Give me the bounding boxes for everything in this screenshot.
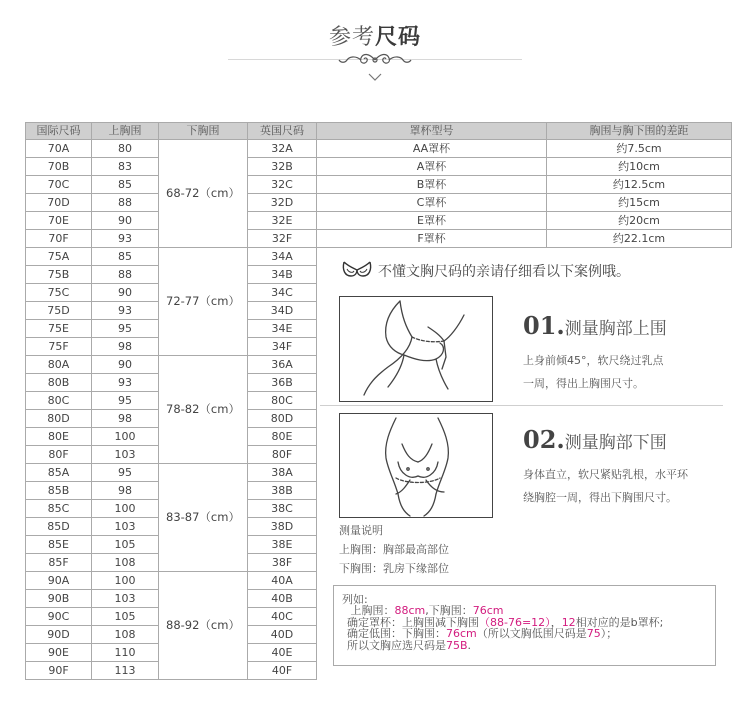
uk-size-cell: 80D <box>248 410 317 428</box>
upper-bust-cell: 95 <box>92 464 159 482</box>
cup-type-cell: B罩杯 <box>317 176 547 194</box>
intl-size-cell: 70E <box>26 212 92 230</box>
upper-bust-cell: 93 <box>92 302 159 320</box>
upper-bust-cell: 103 <box>92 446 159 464</box>
intl-size-cell: 85B <box>26 482 92 500</box>
uk-size-cell: 34D <box>248 302 317 320</box>
uk-size-cell: 38F <box>248 554 317 572</box>
step1-number: 01. <box>523 311 565 340</box>
upper-bust-cell: 83 <box>92 158 159 176</box>
ex-text: ）； <box>600 627 618 640</box>
upper-bust-cell: 80 <box>92 140 159 158</box>
ex-text: 所以文胸应选尺码是 <box>347 638 446 652</box>
upper-bust-cell: 108 <box>92 626 159 644</box>
step2-title <box>523 425 667 454</box>
upper-bust-figure <box>340 297 492 401</box>
guide-intro: 不懂文胸尺码的亲请仔细看以下案例哦。 <box>378 264 630 280</box>
uk-size-cell: 32E <box>248 212 317 230</box>
difference-cell: 约15cm <box>547 194 732 212</box>
upper-bust-cell: 113 <box>92 662 159 680</box>
uk-size-cell: 40A <box>248 572 317 590</box>
upper-bust-cell: 100 <box>92 572 159 590</box>
bra-icon <box>341 258 373 280</box>
under-bust-cell: 78-82（cm） <box>159 356 248 464</box>
upper-bust-illustration <box>339 296 493 402</box>
uk-size-cell: 34C <box>248 284 317 302</box>
upper-bust-cell: 95 <box>92 320 159 338</box>
uk-size-cell: 34A <box>248 248 317 266</box>
step1-desc-line: 上身前倾45°，软尺绕过乳点 <box>523 354 664 367</box>
upper-bust-cell: 108 <box>92 554 159 572</box>
header-upper-bust: 上胸围 <box>92 123 159 140</box>
example-line-4 <box>347 640 663 652</box>
table-header-row <box>26 123 732 140</box>
step2-number: 02. <box>523 425 565 454</box>
under-bust-cell: 68-72（cm） <box>159 140 248 248</box>
intl-size-cell: 70D <box>26 194 92 212</box>
uk-size-cell: 32C <box>248 176 317 194</box>
uk-size-cell: 38D <box>248 518 317 536</box>
intl-size-cell: 75C <box>26 284 92 302</box>
intl-size-cell: 85A <box>26 464 92 482</box>
table-row <box>26 140 732 158</box>
table-row <box>26 212 732 230</box>
intl-size-cell: 85E <box>26 536 92 554</box>
cup-type-cell: C罩杯 <box>317 194 547 212</box>
upper-bust-cell: 100 <box>92 500 159 518</box>
under-bust-cell: 72-77（cm） <box>159 248 248 356</box>
intl-size-cell: 85C <box>26 500 92 518</box>
step1-description <box>523 349 664 395</box>
difference-cell: 约20cm <box>547 212 732 230</box>
uk-size-cell: 34E <box>248 320 317 338</box>
title-bold: 尺码 <box>375 25 422 50</box>
intl-size-cell: 80A <box>26 356 92 374</box>
upper-bust-cell: 103 <box>92 590 159 608</box>
step2-desc-line: 绕胸腔一周，得出下胸围尺寸。 <box>523 491 677 504</box>
difference-cell: 约12.5cm <box>547 176 732 194</box>
intl-size-cell: 75E <box>26 320 92 338</box>
uk-size-cell: 38B <box>248 482 317 500</box>
uk-size-cell: 34F <box>248 338 317 356</box>
upper-bust-cell: 93 <box>92 230 159 248</box>
intl-size-cell: 75A <box>26 248 92 266</box>
uk-size-cell: 80C <box>248 392 317 410</box>
upper-bust-cell: 98 <box>92 338 159 356</box>
example-lines <box>347 605 663 651</box>
intl-size-cell: 75B <box>26 266 92 284</box>
step2-title-text: 测量胸部下围 <box>564 433 667 453</box>
upper-bust-cell: 100 <box>92 428 159 446</box>
notes-title: 测量说明 <box>339 524 383 537</box>
ex-text: （所以文胸低围尺码是 <box>476 627 587 640</box>
intl-size-cell: 85D <box>26 518 92 536</box>
upper-bust-cell: 93 <box>92 374 159 392</box>
upper-bust-cell: 98 <box>92 410 159 428</box>
uk-size-cell: 32D <box>248 194 317 212</box>
intl-size-cell: 70A <box>26 140 92 158</box>
notes-under: 下胸围：乳房下缘部位 <box>339 562 449 575</box>
upper-bust-cell: 105 <box>92 536 159 554</box>
uk-size-cell: 32A <box>248 140 317 158</box>
uk-size-cell: 40C <box>248 608 317 626</box>
table-row <box>26 158 732 176</box>
uk-size-cell: 40B <box>248 590 317 608</box>
step1-desc-line: 一周，得出上胸围尺寸。 <box>523 377 644 390</box>
step-divider <box>320 405 723 406</box>
difference-cell: 约10cm <box>547 158 732 176</box>
scroll-ornament-icon <box>335 51 415 69</box>
uk-size-cell: 36A <box>248 356 317 374</box>
cup-type-cell: AA罩杯 <box>317 140 547 158</box>
intl-size-cell: 90F <box>26 662 92 680</box>
page-title <box>0 20 750 51</box>
ex-value: 88cm <box>394 604 426 617</box>
under-bust-illustration <box>339 413 493 518</box>
header-cup-type: 罩杯型号 <box>317 123 547 140</box>
intl-size-cell: 80E <box>26 428 92 446</box>
ex-value: 12 <box>561 615 576 629</box>
notes-upper: 上胸围：胸部最高部位 <box>339 543 449 556</box>
uk-size-cell: 80F <box>248 446 317 464</box>
intl-size-cell: 80D <box>26 410 92 428</box>
chevron-down-icon <box>367 72 383 82</box>
intl-size-cell: 70C <box>26 176 92 194</box>
intl-size-cell: 80B <box>26 374 92 392</box>
ex-text: . <box>467 638 472 652</box>
upper-bust-cell: 90 <box>92 284 159 302</box>
header-uk-size: 英国尺码 <box>248 123 317 140</box>
ex-text: ， <box>550 615 562 629</box>
ex-text: 确定低围：下胸围： <box>347 627 446 640</box>
uk-size-cell: 32B <box>248 158 317 176</box>
measurement-notes <box>339 521 449 578</box>
header-under-bust: 下胸围 <box>159 123 248 140</box>
intl-size-cell: 90D <box>26 626 92 644</box>
intl-size-cell: 90E <box>26 644 92 662</box>
under-bust-cell: 83-87（cm） <box>159 464 248 572</box>
upper-bust-cell: 85 <box>92 248 159 266</box>
upper-bust-cell: 90 <box>92 212 159 230</box>
ex-value: 76cm <box>446 627 477 640</box>
step1-title-text: 测量胸部上围 <box>564 319 667 339</box>
upper-bust-cell: 105 <box>92 608 159 626</box>
cup-type-cell: F罩杯 <box>317 230 547 248</box>
intl-size-cell: 90A <box>26 572 92 590</box>
uk-size-cell: 80E <box>248 428 317 446</box>
uk-size-cell: 38E <box>248 536 317 554</box>
uk-size-cell: 32F <box>248 230 317 248</box>
uk-size-cell: 38A <box>248 464 317 482</box>
ex-text: 确定罩杯：上胸围减下胸围 <box>347 615 479 629</box>
ex-value: 75B <box>446 638 468 652</box>
upper-bust-cell: 103 <box>92 518 159 536</box>
difference-cell: 约22.1cm <box>547 230 732 248</box>
upper-bust-cell: 90 <box>92 356 159 374</box>
header-difference: 胸围与胸下围的差距 <box>547 123 732 140</box>
intl-size-cell: 75F <box>26 338 92 356</box>
ex-text: 上胸围： <box>350 604 395 617</box>
table-row <box>26 176 732 194</box>
upper-bust-cell: 85 <box>92 176 159 194</box>
upper-bust-cell: 88 <box>92 194 159 212</box>
intl-size-cell: 90B <box>26 590 92 608</box>
table-row <box>26 194 732 212</box>
cup-type-cell: A罩杯 <box>317 158 547 176</box>
under-bust-cell: 88-92（cm） <box>159 572 248 680</box>
intl-size-cell: 70B <box>26 158 92 176</box>
step2-description <box>523 463 688 509</box>
intl-size-cell: 80F <box>26 446 92 464</box>
ex-text: 相对应的是b罩杯; <box>575 615 664 629</box>
difference-cell: 约7.5cm <box>547 140 732 158</box>
upper-bust-cell: 110 <box>92 644 159 662</box>
cup-type-cell: E罩杯 <box>317 212 547 230</box>
under-bust-figure <box>340 414 492 517</box>
uk-size-cell: 40F <box>248 662 317 680</box>
uk-size-cell: 38C <box>248 500 317 518</box>
uk-size-cell: 40E <box>248 644 317 662</box>
intl-size-cell: 80C <box>26 392 92 410</box>
intl-size-cell: 90C <box>26 608 92 626</box>
header-intl-size: 国际尺码 <box>26 123 92 140</box>
intl-size-cell: 75D <box>26 302 92 320</box>
ex-value: 75 <box>586 627 601 640</box>
uk-size-cell: 34B <box>248 266 317 284</box>
example-label: 列如: <box>342 593 368 606</box>
step2-desc-line: 身体直立，软尺紧贴乳根，水平环 <box>523 468 688 481</box>
upper-bust-cell: 88 <box>92 266 159 284</box>
ex-text: ,下胸围： <box>425 604 473 617</box>
uk-size-cell: 36B <box>248 374 317 392</box>
upper-bust-cell: 98 <box>92 482 159 500</box>
intl-size-cell: 70F <box>26 230 92 248</box>
upper-bust-cell: 95 <box>92 392 159 410</box>
step1-title <box>523 311 667 340</box>
title-prefix: 参考 <box>328 25 375 50</box>
table-row <box>26 230 732 248</box>
ex-value: 76cm <box>472 604 504 617</box>
uk-size-cell: 40D <box>248 626 317 644</box>
intl-size-cell: 85F <box>26 554 92 572</box>
ex-value: （88-76=12） <box>479 615 551 629</box>
